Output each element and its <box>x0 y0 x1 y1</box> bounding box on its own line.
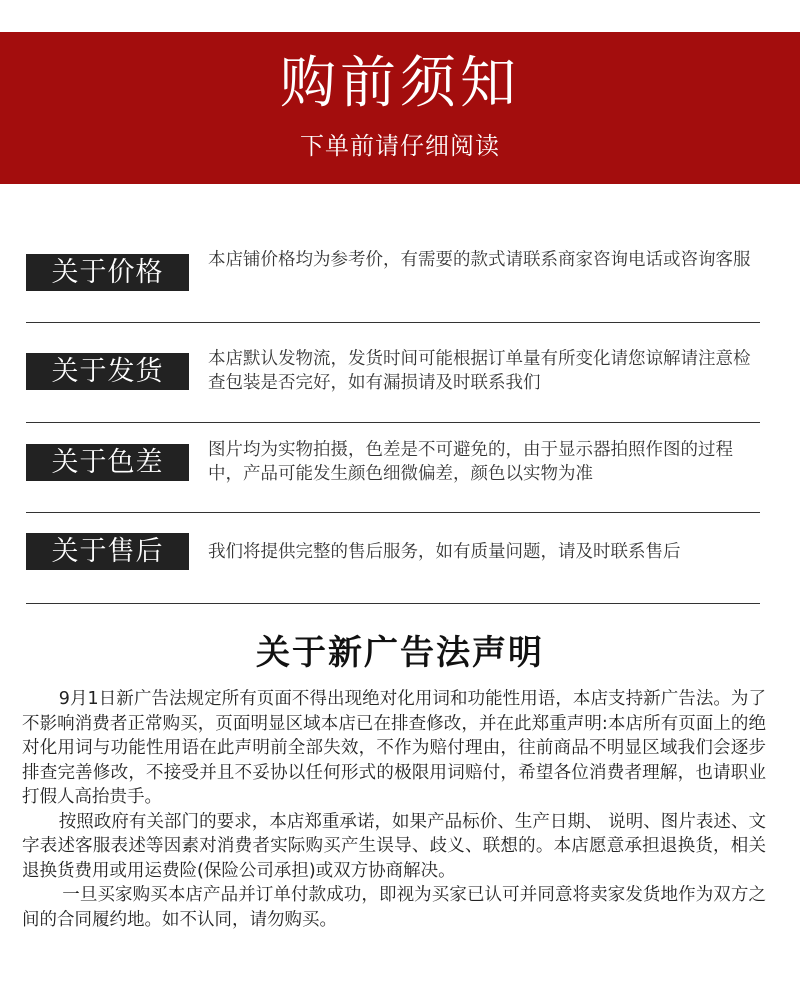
notice-text-price: 本店铺价格均为参考价，有需要的款式请联系商家咨询电话或咨询客服 <box>208 250 751 270</box>
notice-shipping <box>26 347 760 397</box>
divider <box>26 603 760 604</box>
notice-label-shipping: 关于发货 <box>26 353 189 390</box>
notice-label-color: 关于色差 <box>26 444 189 481</box>
notice-text-aftersales: 我们将提供完整的售后服务，如有质量问题，请及时联系售后 <box>208 542 681 562</box>
notice-label-price: 关于价格 <box>26 254 189 291</box>
ad-law-title: 关于新广告法声明 <box>256 633 544 673</box>
ad-law-paragraph: 按照政府有关部门的要求，本店郑重承诺，如果产品标价、生产日期、 说明、图片表述、文字表述客服表述等因素对消费者实际购买产生误导、歧义、联想的。本店愿意承担退换货，相关退换货费用或用运费险(保险公司承担)或双方协商解决。 <box>22 811 766 881</box>
ad-law-paragraph: 9月1日新广告法规定所有页面不得出现绝对化用词和功能性用语，本店支持新广告法。为了不影响消费者正常购买，页面明显区域本店已在排查修改，并在此郑重声明:本店所有页面上的绝对化用词与功能性用语在此声明前全部失效，不作为赔付理由，往前商品不明显区域我们会逐步排查完善修改，不接受并且不妥协以任何形式的极限用词赔付，希望各位消费者理解，也请职业打假人高抬贵手。 <box>22 689 766 807</box>
notice-text-shipping: 本店默认发物流，发货时间可能根据订单量有所变化请您谅解请注意检查包装是否完好，如有漏损请及时联系我们 <box>208 349 751 393</box>
divider <box>26 322 760 323</box>
notice-price <box>26 248 760 298</box>
page-subtitle: 下单前请仔细阅读 <box>300 132 500 160</box>
notice-text-color: 图片均为实物拍摄，色差是不可避免的，由于显示器拍照作图的过程中，产品可能发生颜色细微偏差，颜色以实物为准 <box>208 440 733 484</box>
notice-aftersales <box>26 532 760 572</box>
divider <box>26 422 760 423</box>
page-title: 购前须知 <box>280 51 520 116</box>
ad-law-statement <box>22 687 766 932</box>
notice-color <box>26 438 760 488</box>
notice-label-aftersales: 关于售后 <box>26 533 189 570</box>
ad-law-paragraph: 一旦买家购买本店产品并订单付款成功，即视为买家已认可并同意将卖家发货地作为双方之间的合同履约地。如不认同，请勿购买。 <box>22 885 766 930</box>
divider <box>26 512 760 513</box>
header-banner <box>0 32 800 184</box>
